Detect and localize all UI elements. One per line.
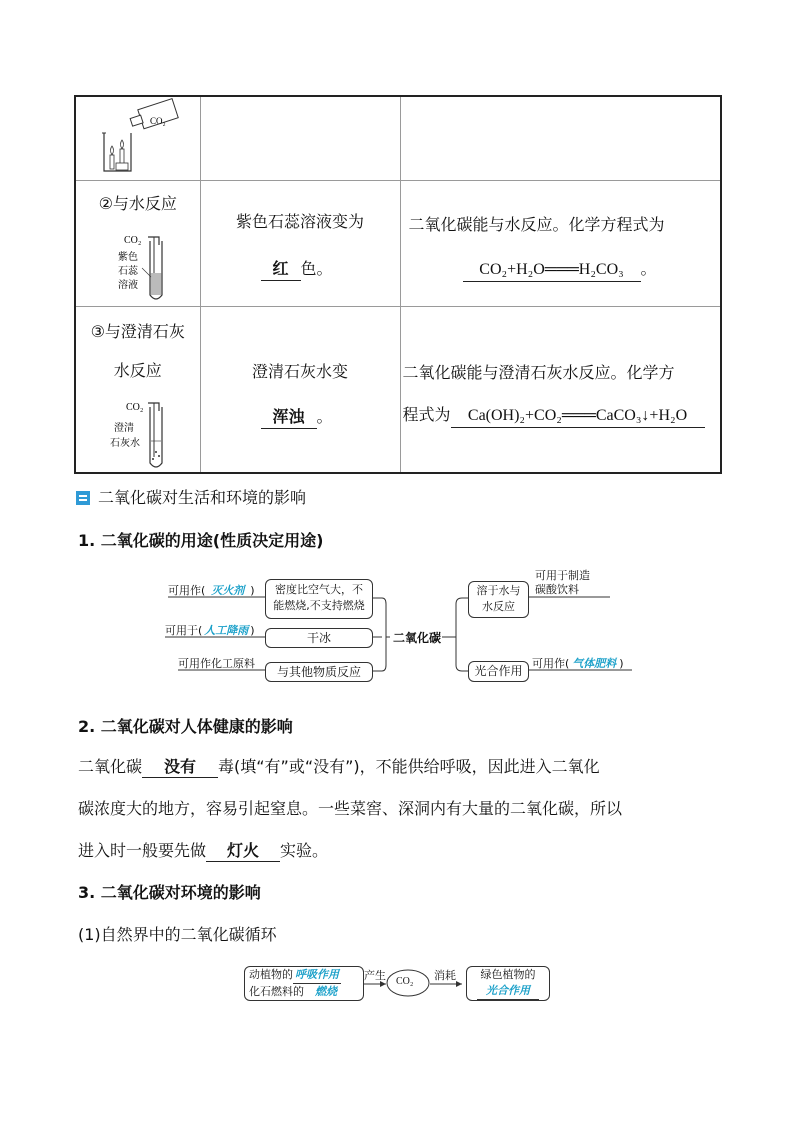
use-gas-fertilizer: 可用作( 气体肥料 ) — [532, 657, 624, 670]
property-box-photosynthesis: 光合作用 — [468, 661, 529, 682]
litmus-label-2: 石蕊 — [118, 265, 138, 277]
sub-heading-cycle: (1)自然界中的二氧化碳循环 — [78, 925, 277, 944]
phenomenon-text: 澄清石灰水变 — [251, 361, 348, 381]
use-chemical-material: 可用作化工原料 — [178, 657, 255, 670]
conclusion-post: 。 — [640, 258, 657, 278]
use-fire-extinguisher: 可用作( 灭火剂 ) — [168, 584, 255, 597]
heading-environment: 3. 二氧化碳对环境的影响 — [78, 883, 261, 902]
co2-bottle-label: CO₂ — [150, 116, 166, 126]
cycle-arrow-consume-label: 消耗 — [434, 969, 456, 982]
answer-turbid: 浑浊 — [261, 406, 317, 429]
litmus-label-1: 紫色 — [118, 251, 138, 263]
litmus-label-3: 溶液 — [118, 279, 138, 291]
experiment-label: ②与水反应 — [98, 193, 177, 213]
property-box-water: 溶于水与 水反应 — [468, 581, 529, 618]
conclusion-text: 二氧化碳能与澄清石灰水反应。化学方 — [402, 362, 675, 382]
answer-red: 红 — [261, 258, 301, 281]
property-box-reacts: 与其他物质反应 — [265, 662, 373, 682]
answer-candle-test: 灯火 — [206, 841, 280, 862]
phenomenon-text: 紫色石蕊溶液变为 — [235, 211, 364, 231]
conclusion-text: 二氧化碳能与水反应。化学方程式为 — [408, 214, 665, 234]
phenomenon-post: 。 — [316, 406, 333, 426]
heading-health: 2. 二氧化碳对人体健康的影响 — [78, 717, 293, 736]
cycle-sink-box: 绿色植物的 光合作用 — [466, 966, 550, 1001]
heading-uses: 1. 二氧化碳的用途(性质决定用途) — [78, 531, 324, 550]
property-box-dry-ice: 干冰 — [265, 628, 373, 648]
conclusion-pre: 程式为 — [402, 404, 451, 424]
answer-photosynthesis: 光合作用 — [477, 983, 539, 1000]
answer-combustion: 燃烧 — [304, 984, 348, 1001]
cycle-source-box: 动植物的 呼吸作用 化石燃料的 燃烧 — [244, 966, 364, 1001]
section-title-text: 二氧化碳对生活和环境的影响 — [98, 488, 307, 507]
answer-equation-water: CO₂+H₂O═══H₂CO₃ — [463, 259, 641, 282]
answer-gas-fertilizer: 气体肥料 — [572, 657, 617, 670]
center-co2-label: 二氧化碳 — [392, 631, 441, 645]
experiment-label-line2: 水反应 — [113, 360, 162, 380]
answer-equation-limewater: Ca(OH)₂+CO₂═══CaCO₃↓+H₂O — [451, 405, 705, 428]
answer-no-poison: 没有 — [142, 757, 218, 778]
use-soda-drinks: 可用于制造 碳酸饮料 — [535, 569, 590, 596]
use-artificial-rain: 可用于( 人工降雨 ) — [165, 624, 255, 637]
co2-label: CO₂ — [124, 234, 142, 246]
limewater-label-2: 石灰水 — [110, 437, 140, 449]
limewater-label-1: 澄清 — [114, 422, 134, 434]
answer-respiration: 呼吸作用 — [293, 967, 341, 984]
property-box-density: 密度比空气大，不 能燃烧,不支持燃烧 — [265, 579, 373, 619]
experiment-label-line1: ③与澄清石灰 — [90, 321, 185, 341]
co2-label: CO₂ — [126, 401, 144, 413]
cycle-co2-label: CO₂ — [396, 976, 414, 987]
answer-fire-extinguisher: 灭火剂 — [211, 584, 245, 597]
phenomenon-post: 色。 — [300, 258, 333, 278]
health-paragraph: 二氧化碳 没有 毒(填“有”或“没有”)，不能供给呼吸，因此进入二氧化 碳浓度大的地方，容易引起窒息。一些菜窖、深洞内有大量的二氧化碳，所以 进入时一般要先做 灯火 实验。 — [78, 757, 623, 860]
cycle-arrow-produce-label: 产生 — [364, 969, 386, 982]
answer-artificial-rain: 人工降雨 — [204, 624, 249, 637]
